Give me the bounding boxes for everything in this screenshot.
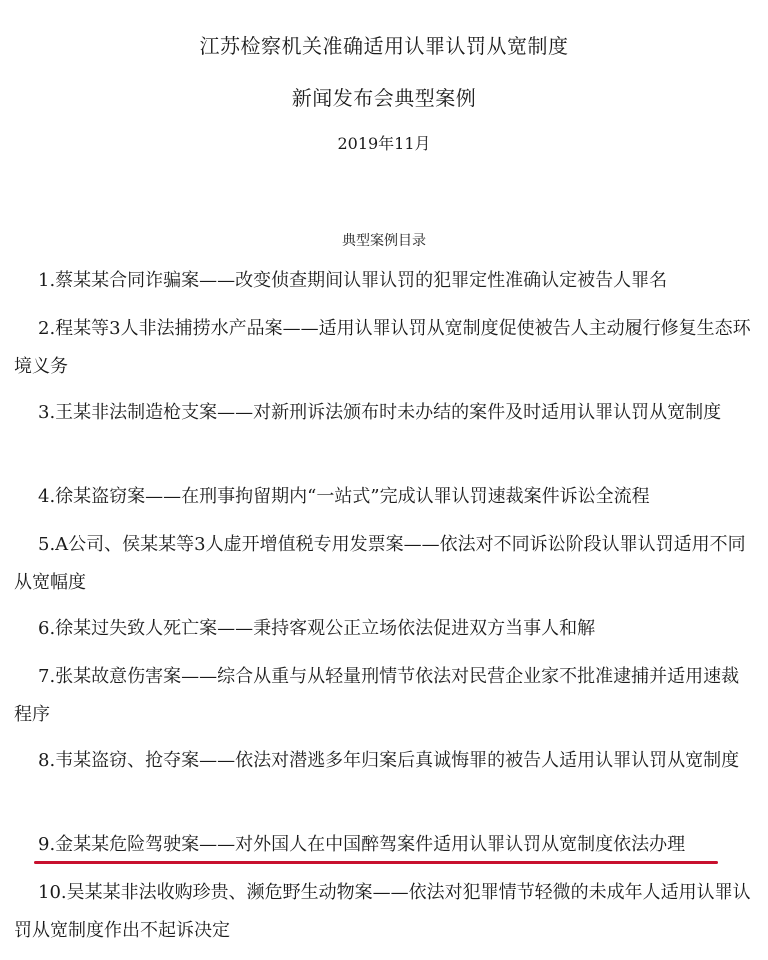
toc-item-10: 10.吴某某非法收购珍贵、濒危野生动物案——依法对犯罪情节轻微的未成年人适用认罪认罚从宽制度作出不起诉决定 xyxy=(14,882,751,941)
document-title-line2: 新闻发布会典型案例 xyxy=(291,86,477,110)
toc-item-7: 7.张某故意伤害案——综合从重与从轻量刑情节依法对民营企业家不批准逮捕并适用速裁程序 xyxy=(14,666,740,725)
toc-item-6: 6.徐某过失致人死亡案——秉持客观公正立场依法促进双方当事人和解 xyxy=(38,618,596,639)
document-title-line1: 江苏检察机关准确适用认罪认罚从宽制度 xyxy=(199,34,569,58)
toc-item-5: 5.A公司、侯某某等3人虚开增值税专用发票案——依法对不同诉讼阶段认罪认罚适用不同从宽幅度 xyxy=(14,534,746,593)
toc-item-4: 4.徐某盗窃案——在刑事拘留期内“一站式”完成认罪认罚速裁案件诉讼全流程 xyxy=(38,486,650,507)
toc-item-2: 2.程某等3人非法捕捞水产品案——适用认罪认罚从宽制度促使被告人主动履行修复生态环境义务 xyxy=(14,318,751,377)
publication-date: 2019年11月 xyxy=(337,134,431,153)
highlight-underline xyxy=(34,861,718,864)
toc-item-8: 8.韦某盗窃、抢夺案——依法对潜逃多年归案后真诚悔罪的被告人适用认罪认罚从宽制度 xyxy=(38,750,740,771)
toc-item-1: 1.蔡某某合同诈骗案——改变侦查期间认罪认罚的犯罪定性准确认定被告人罪名 xyxy=(38,270,668,291)
toc-heading: 典型案例目录 xyxy=(342,233,426,249)
toc-item-3: 3.王某非法制造枪支案——对新刑诉法颁布时未办结的案件及时适用认罪认罚从宽制度 xyxy=(38,402,722,423)
toc-item-9: 9.金某某危险驾驶案——对外国人在中国醉驾案件适用认罪认罚从宽制度依法办理 xyxy=(38,834,686,855)
